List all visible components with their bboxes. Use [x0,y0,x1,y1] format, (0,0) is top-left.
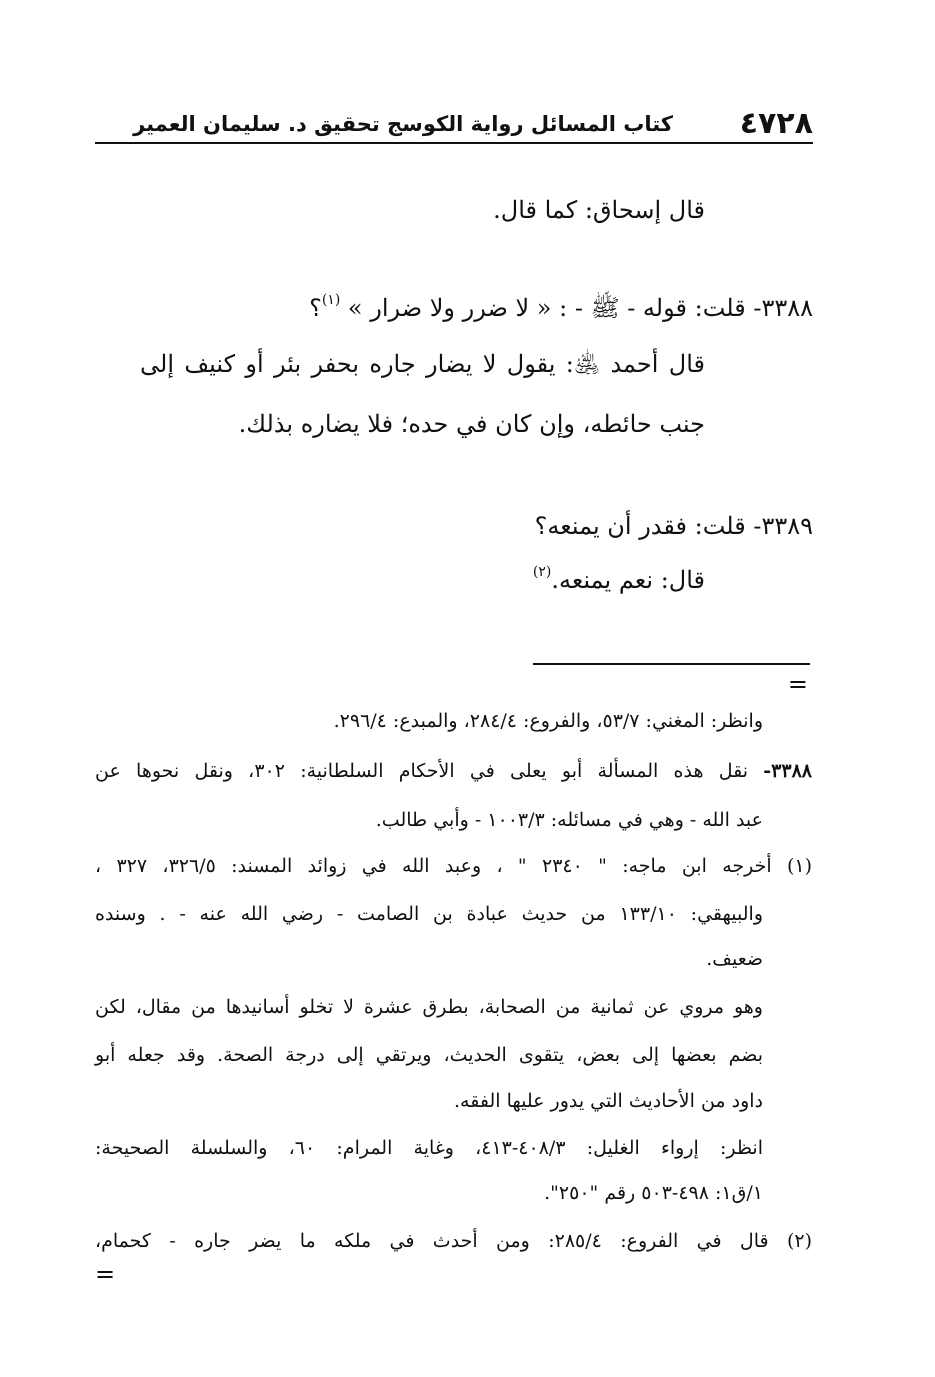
footnote-ref: (١) [321,292,341,308]
body-line-ishaq: قال إسحاق: كما قال. [493,196,705,224]
footnote-1-line1: (١) أخرجه ابن ماجه: " ٢٣٤٠ " ، وعبد الله في زوائد المسند: ٣٢٦/٥، ٣٢٧ ، [95,855,813,877]
question-text: قلت: فقدر أن يمنعه؟ [534,512,746,540]
footnote-1-line4: وهو مروي عن ثمانية من الصحابة، بطرق عشرة لا تخلو أسانيدها من مقال، لكن [95,996,763,1018]
page-header [95,100,813,144]
question-number: ٣٣٨٨- [753,294,813,322]
footnote-line: وانظر: المغني: ٥٣/٧، والفروع: ٢٨٤/٤، والمبدع: ٢٩٦/٤. [333,710,763,732]
question-mark: ؟ [309,294,322,322]
continued-marker: = [95,1260,116,1288]
footnote-3388-line2: عبد الله - وهي في مسائله: ١٠٠٣/٣ - وأبي طالب. [375,809,763,831]
question-3388 [309,292,813,322]
continuation-marker: = [787,670,808,698]
header-rule [95,142,813,144]
footnote-1-line5: بضم بعضها إلى بعض، يتقوى الحديث، ويرتقي إلى درجة الصحة. وقد جعله أبو [95,1044,763,1066]
footnote-1-line3: ضعيف. [706,948,763,970]
answer-3388-line1: قال أحمد ﵁: يقول لا يضار جاره بحفر بئر أو كنيف إلى [140,350,706,378]
footnote-text: نقل هذه المسألة أبو يعلى في الأحكام السلطانية: ٣٠٢، ونقل نحوها عن [95,760,749,782]
footnote-1-line2: والبيهقي: ١٣٣/١٠ من حديث عبادة بن الصامت - رضي الله عنه - . وسنده [95,903,764,925]
answer-3389 [532,564,705,594]
footnote-label: ٣٣٨٨- [763,760,812,782]
footnote-1-line6: داود من الأحاديث التي يدور عليها الفقه. [454,1090,763,1112]
question-3389 [535,514,813,538]
footnote-1-line8: ١/ق١: ٤٩٨-٥٠٣ رقم "٢٥٠". [544,1182,763,1204]
footnote-2-line1: (٢) قال في الفروع: ٢٨٥/٤: ومن أحدث في ملكه ما يضر جاره - كحمام، [95,1230,812,1252]
question-text: قلت: قوله - ﷺ - : « لا ضرر ولا ضرار » [347,294,746,322]
footnote-separator [533,663,810,665]
answer-3388-line2: جنب حائطه، وإن كان في حده؛ فلا يضاره بذلك. [238,410,705,438]
footnote-3388-line1 [95,762,812,781]
footnote-1-line7: انظر: إرواء الغليل: ٤٠٨/٣-٤١٣، وغاية المرام: ٦٠، والسلسلة الصحيحة: [95,1137,763,1159]
footnote-ref: (٢) [532,564,552,580]
answer-text: قال: نعم يمنعه. [551,566,705,594]
question-number: ٣٣٨٩- [753,512,813,540]
page-number: ٤٧٢٨ [739,106,813,141]
running-title: كتاب المسائل رواية الكوسج تحقيق د. سليمان العمير [133,112,673,136]
